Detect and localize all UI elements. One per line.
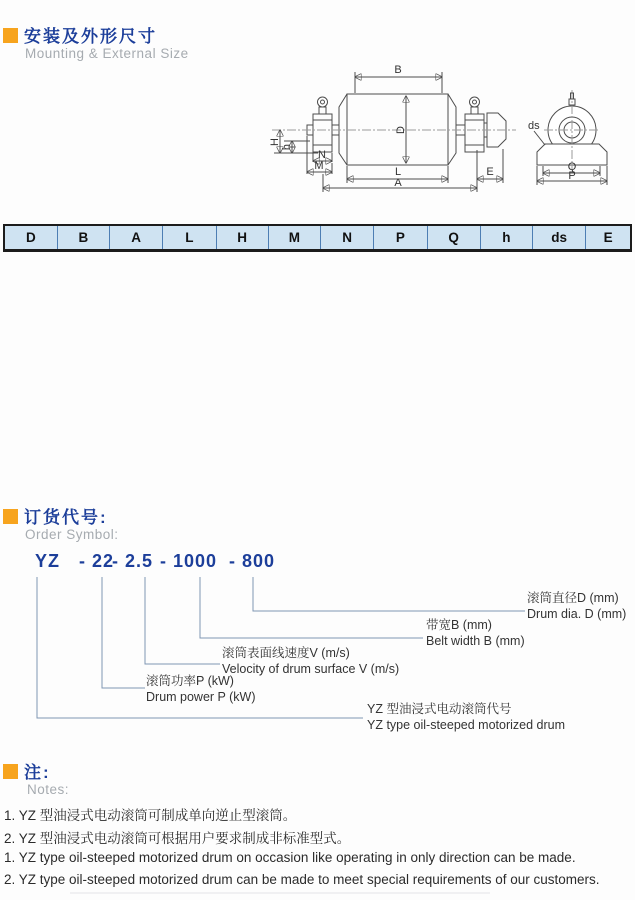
col-header-L: L xyxy=(163,225,216,251)
col-header-E: E xyxy=(586,225,631,251)
section-bullet-order xyxy=(3,509,18,524)
section-bullet-mounting xyxy=(3,28,18,43)
note-item: 2. YZ type oil-steeped motorized drum can be made to meet special requirements of our customers. xyxy=(4,872,600,887)
dim-label-h: h xyxy=(281,143,293,151)
section-bullet-notes xyxy=(3,764,18,779)
callout-drum-dia-en: Drum dia. D (mm) xyxy=(527,607,627,621)
section-title-notes-en: Notes: xyxy=(27,782,70,797)
callout-power-en: Drum power P (kW) xyxy=(146,690,256,704)
callout-belt-width xyxy=(426,617,525,649)
callout-yz-type xyxy=(367,701,565,733)
table-header-row xyxy=(4,225,631,251)
dim-label-M: M xyxy=(314,160,324,172)
callout-power xyxy=(146,673,256,705)
note-item: 1. YZ type oil-steeped motorized drum on occasion like operating in only direction can be made. xyxy=(4,850,576,865)
section-title-notes-zh: 注: xyxy=(24,763,51,782)
technical-drawing xyxy=(268,62,632,207)
section-title-order-en: Order Symbol: xyxy=(25,527,119,542)
note-item: 2. YZ 型油浸式电动滚筒可根据用户要求制成非标准型式。 xyxy=(4,831,351,846)
callout-power-zh: 滚筒功率P (kW) xyxy=(146,674,234,688)
callout-velocity-zh: 滚筒表面线速度V (m/s) xyxy=(222,646,350,660)
dim-label-A: A xyxy=(394,177,402,189)
order-symbol-seg-yz: YZ xyxy=(35,551,61,571)
dimension-lines xyxy=(274,72,503,192)
order-symbol-seg-power: - 22 xyxy=(79,551,115,571)
col-header-Q: Q xyxy=(427,225,480,251)
order-symbol-seg-width: - 1000 xyxy=(160,551,218,571)
dim-label-D: D xyxy=(395,126,407,134)
dim-label-ds: ds xyxy=(528,120,540,132)
callout-yz-type-zh: YZ 型油浸式电动滚筒代号 xyxy=(367,702,512,716)
callout-belt-width-en: Belt width B (mm) xyxy=(426,634,525,648)
col-header-N: N xyxy=(321,225,374,251)
col-header-ds: ds xyxy=(533,225,586,251)
section-title-mounting-en: Mounting & External Size xyxy=(25,46,189,61)
section-title-order-zh: 订货代号: xyxy=(24,508,108,527)
order-symbol-seg-speed: - 2.5 xyxy=(112,551,154,571)
col-header-A: A xyxy=(110,225,163,251)
callout-belt-width-zh: 带宽B (mm) xyxy=(426,618,492,632)
callout-drum-dia xyxy=(527,590,626,622)
order-symbol-seg-dia: - 800 xyxy=(229,551,276,571)
dim-label-H: H xyxy=(269,138,281,146)
dim-label-L: L xyxy=(394,166,402,178)
right-bearing-block xyxy=(456,97,487,152)
dim-label-N: N xyxy=(318,149,326,161)
col-header-B: B xyxy=(57,225,109,251)
scan-artifact-line xyxy=(70,892,490,894)
dimension-table xyxy=(3,224,632,252)
col-header-M: M xyxy=(268,225,320,251)
col-header-h: h xyxy=(480,225,532,251)
callout-drum-dia-zh: 滚筒直径D (mm) xyxy=(527,591,619,605)
col-header-H: H xyxy=(216,225,268,251)
callout-velocity-en: Velocity of drum surface V (m/s) xyxy=(222,662,400,676)
note-item: 1. YZ 型油浸式电动滚筒可制成单向逆止型滚筒。 xyxy=(4,808,297,823)
grease-fitting-icon xyxy=(318,97,328,107)
callout-yz-type-en: YZ type oil-steeped motorized drum xyxy=(367,718,566,732)
dim-label-E: E xyxy=(486,166,494,178)
col-header-P: P xyxy=(374,225,427,251)
grease-fitting-icon xyxy=(470,97,480,107)
left-bearing-block xyxy=(307,97,339,152)
section-title-mounting-zh: 安装及外形尺寸 xyxy=(24,27,157,46)
dim-label-B: B xyxy=(394,64,402,76)
dim-label-Q: Q xyxy=(567,161,577,173)
col-header-D: D xyxy=(4,225,57,251)
dim-label-P: P xyxy=(568,170,576,182)
